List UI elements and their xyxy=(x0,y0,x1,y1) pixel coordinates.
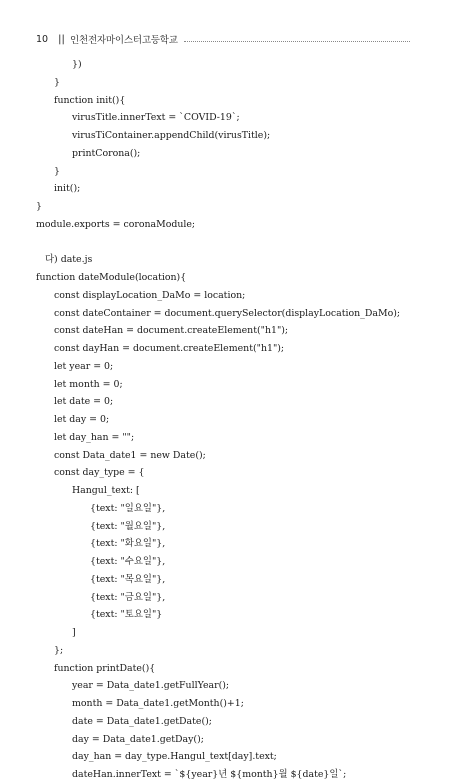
school-name: 인천전자마이스터고등학교 xyxy=(70,35,178,46)
code-line: } xyxy=(36,201,42,212)
code-line: {text: "화요일"}, xyxy=(90,538,166,550)
code-line: let day_han = ""; xyxy=(54,431,135,443)
code-line xyxy=(36,234,416,252)
dotted-rule xyxy=(184,41,410,42)
code-line: } xyxy=(54,165,60,177)
code-line: let day = 0; xyxy=(54,414,110,425)
code-line: virusTitle.innerText = `COVID-19`; xyxy=(72,112,240,124)
code-line: dateHan.innerText = `${year}년 ${month}월 ${date}일`; xyxy=(72,769,347,780)
code-line: let year = 0; xyxy=(54,360,114,372)
code-line: day = Data_date1.getDay(); xyxy=(72,733,204,745)
code-line: day_han = day_type.Hangul_text[day].text; xyxy=(72,751,277,763)
code-line: const dateContainer = document.querySelector(displayLocation_DaMo); xyxy=(54,307,401,319)
code-line: } xyxy=(54,76,60,88)
code-line: let month = 0; xyxy=(54,378,123,390)
code-line: virusTiContainer.appendChild(virusTitle); xyxy=(72,130,271,141)
code-line: 다) date.js xyxy=(45,254,93,266)
code-line: const displayLocation_DaMo = location; xyxy=(54,289,246,301)
code-line: }; xyxy=(54,644,64,656)
code-line: const dateHan = document.createElement("h1"); xyxy=(54,325,289,337)
code-line: Hangul_text: [ xyxy=(72,485,140,496)
code-line: ] xyxy=(72,627,76,638)
page-number: 10 xyxy=(36,33,49,45)
code-line: function dateModule(location){ xyxy=(36,272,187,283)
code-block xyxy=(36,56,416,784)
code-line: function printDate(){ xyxy=(54,662,156,674)
code-line: {text: "수요일"}, xyxy=(90,556,166,567)
code-line: date = Data_date1.getDate(); xyxy=(72,715,212,727)
code-line: const day_type = { xyxy=(54,467,145,479)
code-line: const dayHan = document.createElement("h1"); xyxy=(54,343,285,354)
code-line: const Data_date1 = new Date(); xyxy=(54,449,206,461)
code-line: {text: "금요일"}, xyxy=(90,591,166,603)
code-line: month = Data_date1.getMonth()+1; xyxy=(72,698,244,709)
code-line: year = Data_date1.getFullYear(); xyxy=(72,680,230,692)
code-line: {text: "토요일"} xyxy=(90,609,163,621)
code-line: function init(){ xyxy=(54,94,126,106)
code-line: printCorona(); xyxy=(72,147,141,159)
page-header xyxy=(36,31,410,47)
code-line: {text: "일요일"}, xyxy=(90,502,166,514)
code-line: module.exports = coronaModule; xyxy=(36,218,196,230)
code-line: }) xyxy=(72,59,82,70)
code-line: init(); xyxy=(54,183,81,195)
code-line: {text: "목요일"}, xyxy=(90,573,166,585)
code-line: let date = 0; xyxy=(54,396,114,408)
header-separator: || xyxy=(58,33,65,45)
code-line: {text: "월요일"}, xyxy=(90,520,166,532)
